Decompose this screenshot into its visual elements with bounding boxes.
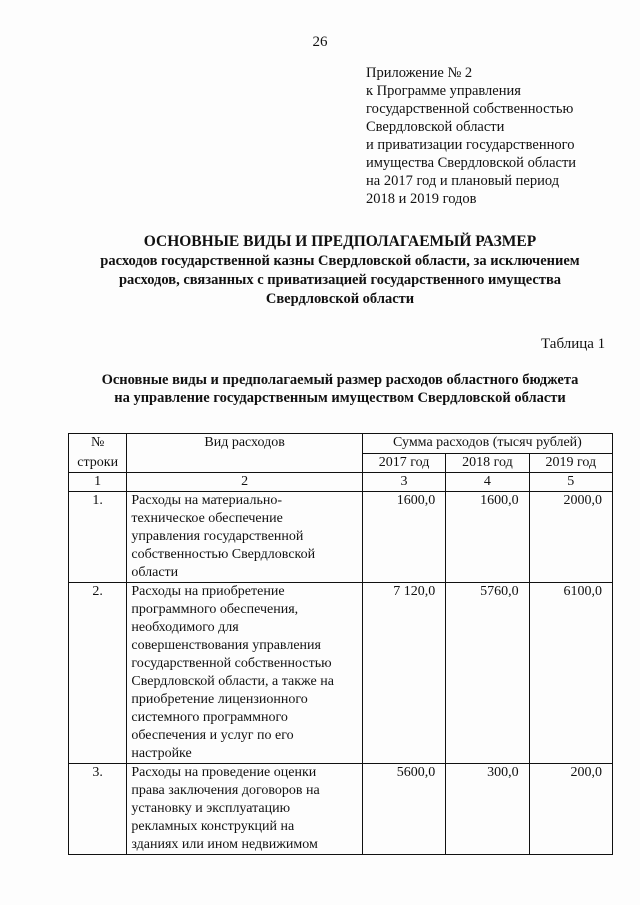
- appendix-line: Приложение № 2: [366, 65, 473, 81]
- table-title-line: Основные виды и предполагаемый размер расходов областного бюджета: [101, 372, 579, 388]
- header-year-2019: 2019 год: [529, 454, 612, 473]
- expense-kind-line: Расходы на приобретение: [131, 584, 285, 599]
- expense-kind-line: Расходы на проведение оценки: [131, 765, 317, 780]
- value-2017: 5600,0: [362, 764, 445, 855]
- document-title-line: ОСНОВНЫЕ ВИДЫ И ПРЕДПОЛАГАЕМЫЙ РАЗМЕР: [143, 233, 537, 250]
- expense-kind-line: системного программного: [131, 710, 288, 725]
- header-row-number: [69, 434, 127, 454]
- table-title-line: на управление государственным имуществом Свердловской области: [114, 390, 566, 406]
- header-kind: Вид расходов: [127, 434, 363, 473]
- row-number: 3.: [69, 764, 127, 855]
- expense-kind-line: области: [131, 565, 179, 580]
- appendix-line: 2018 и 2019 годов: [366, 191, 477, 207]
- expense-kind-line: приобретение лицензионного: [131, 692, 308, 707]
- expense-kind-line: совершенствования управления: [131, 638, 321, 653]
- expense-kind-line: Расходы на материально-: [131, 493, 282, 508]
- expense-kind-line: обеспечения и услуг по его: [131, 728, 294, 743]
- row-number: 2.: [69, 583, 127, 764]
- document-title: [40, 232, 640, 309]
- document-title-line: расходов, связанных с приватизацией государственного имущества: [118, 272, 562, 288]
- column-number: 5: [529, 473, 612, 492]
- table-title: [40, 371, 640, 407]
- expense-kind-line: необходимого для: [131, 620, 239, 635]
- expense-kind: [127, 764, 363, 855]
- value-2019: 2000,0: [529, 492, 612, 583]
- value-2019: 200,0: [529, 764, 612, 855]
- appendix-line: к Программе управления: [366, 83, 521, 99]
- expense-kind: [127, 492, 363, 583]
- row-number: 1.: [69, 492, 127, 583]
- page-number: 26: [312, 34, 328, 50]
- document-title-line: расходов государственной казны Свердловской области, за исключением: [100, 253, 580, 269]
- header-year-2018: 2018 год: [446, 454, 529, 473]
- table-header-row: [69, 434, 613, 454]
- expense-kind-line: техническое обеспечение: [131, 511, 283, 526]
- table-row: [69, 492, 613, 583]
- header-year-2017: 2017 год: [362, 454, 445, 473]
- expense-kind-line: Свердловской области, а также на: [131, 674, 334, 689]
- expense-kind: [127, 583, 363, 764]
- header-row-number-symbol: №: [91, 435, 105, 450]
- table-row: [69, 583, 613, 764]
- expense-kind-line: программного обеспечения,: [131, 602, 299, 617]
- expense-kind-line: рекламных конструкций на: [131, 819, 295, 834]
- appendix-block: [366, 64, 626, 208]
- appendix-line: и приватизации государственного: [366, 137, 575, 153]
- expense-kind-line: зданиях или ином недвижимом: [131, 837, 318, 852]
- expense-kind-line: права заключения договоров на: [131, 783, 320, 798]
- value-2017: 1600,0: [362, 492, 445, 583]
- column-number: 1: [69, 473, 127, 492]
- expenses-table: [68, 433, 613, 855]
- value-2017: 7 120,0: [362, 583, 445, 764]
- table-row: [69, 764, 613, 855]
- appendix-line: государственной собственностью: [366, 101, 574, 117]
- value-2018: 300,0: [446, 764, 529, 855]
- expense-kind-line: настройке: [131, 746, 192, 761]
- appendix-line: имущества Свердловской области: [366, 155, 577, 171]
- value-2018: 5760,0: [446, 583, 529, 764]
- column-number: 4: [446, 473, 529, 492]
- value-2018: 1600,0: [446, 492, 529, 583]
- table-caption: Таблица 1: [541, 336, 606, 352]
- header-row-number-label: строки: [69, 454, 127, 473]
- expense-kind-line: установку и эксплуатацию: [131, 801, 291, 816]
- expense-kind-line: государственной собственностью: [131, 656, 332, 671]
- column-number: 3: [362, 473, 445, 492]
- document-title-line: Свердловской области: [265, 291, 415, 307]
- value-2019: 6100,0: [529, 583, 612, 764]
- expense-kind-line: собственностью Свердловской: [131, 547, 316, 562]
- appendix-line: Свердловской области: [366, 119, 505, 135]
- appendix-line: на 2017 год и плановый период: [366, 173, 560, 189]
- expense-kind-line: управления государственной: [131, 529, 304, 544]
- column-numbers-row: [69, 473, 613, 492]
- header-sum: Сумма расходов (тысяч рублей): [362, 434, 612, 454]
- column-number: 2: [127, 473, 363, 492]
